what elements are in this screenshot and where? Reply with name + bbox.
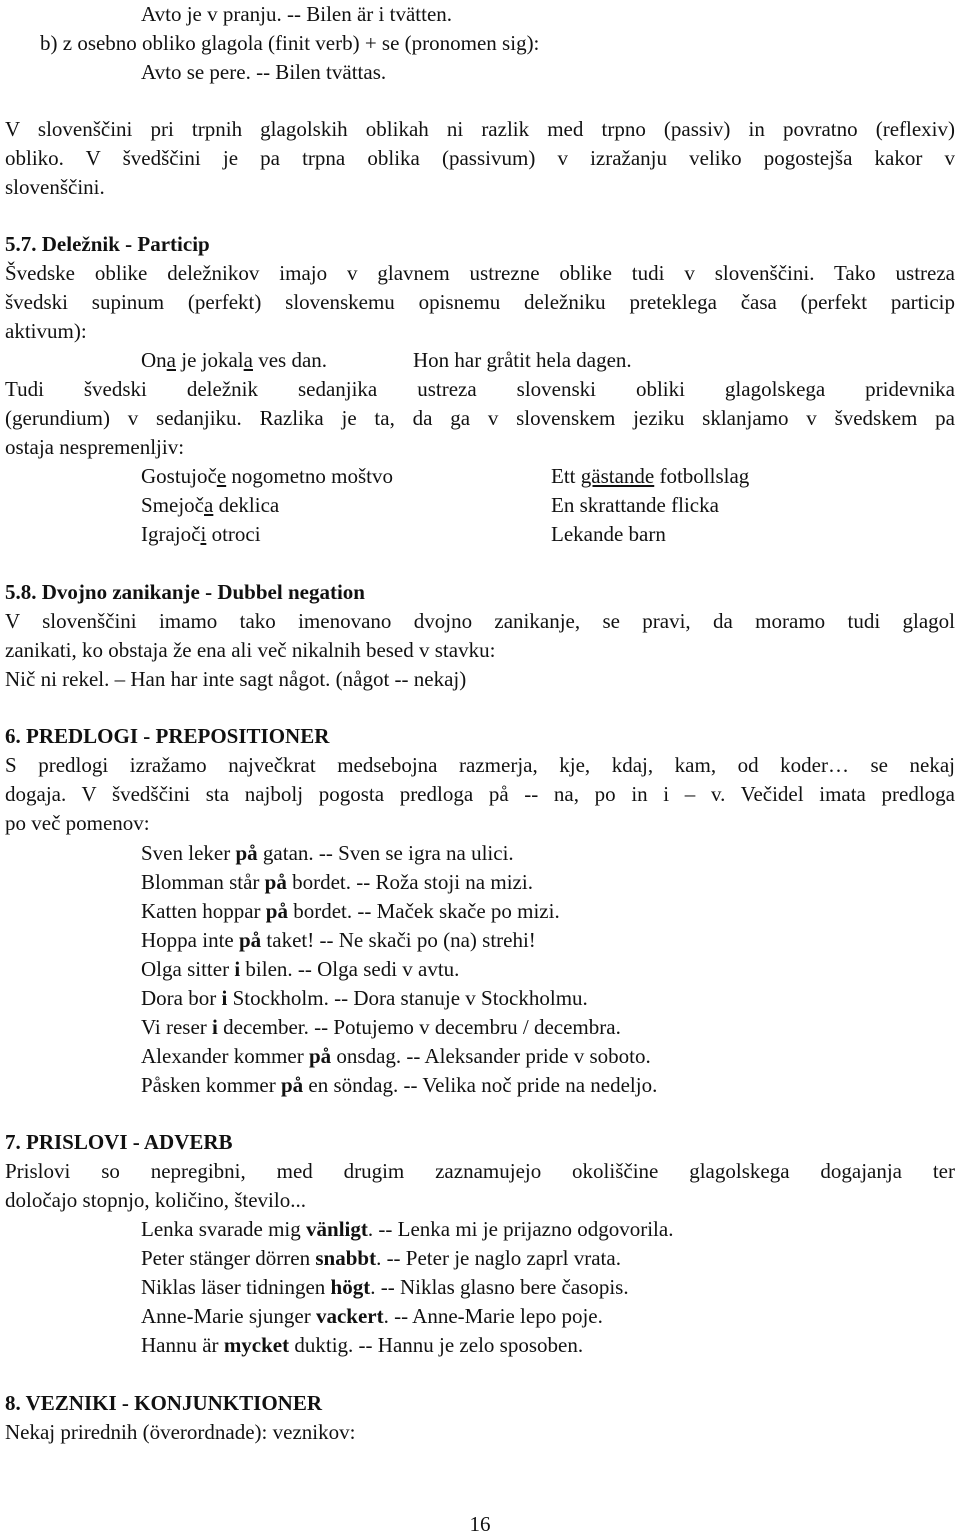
participle-slovene — [141, 522, 261, 546]
participle-slovene — [141, 493, 279, 517]
preposition-example — [141, 841, 514, 865]
example-swedish: Hon har gråtit hela dagen. — [413, 348, 632, 372]
paragraph-line: aktivum): — [5, 319, 87, 343]
text-fragment: december. -- Potujemo v decembru / decembra. — [217, 1015, 621, 1039]
text-fragment: Lenka svarade mig — [141, 1217, 307, 1241]
adverb-example — [141, 1275, 629, 1299]
text-fragment: Stockholm. -- Dora stanuje v Stockholmu. — [227, 986, 588, 1010]
preposition-example — [141, 928, 536, 952]
text-fragment: duktig. -- Hannu je zelo sposoben. — [289, 1333, 584, 1357]
bold-word: vänligt — [306, 1217, 368, 1241]
bold-word: i — [234, 957, 241, 981]
intro-line-3: Avto se pere. -- Bilen tvättas. — [141, 60, 387, 84]
text-fragment: taket! -- Ne skači po (na) strehi! — [261, 928, 536, 952]
text-fragment: Katten hoppar — [141, 899, 266, 923]
text-fragment: Vi reser — [141, 1015, 213, 1039]
paragraph-line: Nič ni rekel. – Han har inte sagt något. (något -- nekaj) — [5, 667, 467, 691]
paragraph-line: Tudi švedski deležnik sedanjika ustreza slovenski obliki glagolskega pridevnika — [5, 377, 955, 401]
participle-swedish — [551, 464, 749, 488]
text-fragment: Hannu är — [141, 1333, 224, 1357]
adverb-example — [141, 1333, 583, 1357]
paragraph-line: Prislovi so nepregibni, med drugim zaznamujejo okoliščine glagolskega dogajanja ter — [5, 1159, 955, 1183]
bold-word: på — [238, 928, 262, 952]
text-fragment: . -- Anne-Marie lepo poje. — [383, 1304, 603, 1328]
bold-word: på — [265, 899, 288, 923]
underlined-word: gästande — [580, 464, 655, 488]
text-fragment: Anne-Marie sjunger — [141, 1304, 316, 1328]
paragraph-line: obliko. V švedščini je pa trpna oblika (passivum) v izražanju veliko pogostejša kakor v — [5, 146, 955, 170]
bold-word: i — [221, 986, 228, 1010]
text-fragment: Igrajoč — [141, 522, 201, 546]
underlined-ending: a — [243, 348, 253, 372]
paragraph-line: dogaja. V švedščini sta najbolj pogosta predloga på -- na, po in i – v. Večidel imata predloga — [5, 782, 955, 806]
bold-word: på — [280, 1073, 304, 1097]
text-fragment: onsdag. -- Aleksander pride v soboto. — [331, 1044, 651, 1068]
text-fragment: je jokal — [176, 348, 244, 372]
adverb-example — [141, 1246, 621, 1270]
underlined-ending: a — [166, 348, 176, 372]
adverb-example — [141, 1217, 673, 1241]
section-heading-7: 7. PRISLOVI - ADVERB — [5, 1130, 233, 1154]
text-fragment: . -- Lenka mi je prijazno odgovorila. — [367, 1217, 674, 1241]
participle-slovene — [141, 464, 393, 488]
preposition-example — [141, 899, 560, 923]
paragraph-line: ostaja nespremenljiv: — [5, 435, 185, 459]
underlined-ending: i — [200, 522, 207, 546]
paragraph-line: Švedske oblike deležnikov imajo v glavnem ustrezne oblike tudi v slovenščini. Tako ustreza — [5, 261, 955, 285]
bold-word: vackert — [315, 1304, 384, 1328]
text-fragment: . -- Niklas glasno bere časopis. — [370, 1275, 629, 1299]
text-fragment: Peter stänger dörren — [141, 1246, 316, 1270]
text-fragment: Smejoč — [141, 493, 204, 517]
bold-word: snabbt — [315, 1246, 377, 1270]
paragraph-line: S predlogi izražamo največkrat medsebojna razmerja, kje, kdaj, kam, od koder… se nekaj — [5, 753, 955, 777]
text-fragment: . -- Peter je naglo zaprl vrata. — [376, 1246, 621, 1270]
paragraph-line: švedski supinum (perfekt) slovenskemu opisnemu deležniku preteklega časa (perfekt particip — [5, 290, 955, 314]
section-heading-8: 8. VEZNIKI - KONJUNKTIONER — [5, 1391, 322, 1415]
bold-word: på — [264, 870, 287, 894]
text-fragment: Hoppa inte — [141, 928, 239, 952]
text-fragment: ves dan. — [252, 348, 328, 372]
text-fragment: Gostujoč — [141, 464, 217, 488]
paragraph-line: V slovenščini pri trpnih glagolskih oblikah ni razlik med trpno (passiv) in povratno (reflexiv) — [5, 117, 955, 141]
text-fragment: Blomman står — [141, 870, 265, 894]
section-heading-6: 6. PREDLOGI - PREPOSITIONER — [5, 724, 330, 748]
text-fragment: bilen. -- Olga sedi v avtu. — [240, 957, 460, 981]
text-fragment: en söndag. -- Velika noč pride na nedeljo. — [303, 1073, 658, 1097]
preposition-example — [141, 986, 588, 1010]
preposition-example — [141, 1073, 657, 1097]
text-fragment: Dora bor — [141, 986, 222, 1010]
text-fragment: Alexander kommer — [141, 1044, 309, 1068]
bold-word: mycket — [223, 1333, 290, 1357]
paragraph-line: slovenščini. — [5, 175, 105, 199]
text-fragment: Olga sitter — [141, 957, 235, 981]
preposition-example — [141, 1044, 651, 1068]
bold-word: på — [235, 841, 258, 865]
bold-word: i — [212, 1015, 218, 1039]
paragraph-line: določajo stopnjo, količino, število... — [5, 1188, 306, 1212]
bold-word: högt — [330, 1275, 371, 1299]
section-heading-5-8: 5.8. Dvojno zanikanje - Dubbel negation — [5, 580, 365, 604]
text-fragment: otroci — [206, 522, 261, 546]
intro-line-2: b) z osebno obliko glagola (finit verb) + se (pronomen sig): — [40, 31, 540, 55]
intro-line-1: Avto je v pranju. -- Bilen är i tvätten. — [141, 2, 453, 26]
text-fragment: On — [141, 348, 167, 372]
text-fragment: gatan. -- Sven se igra na ulici. — [257, 841, 514, 865]
preposition-example — [141, 1015, 621, 1039]
participle-swedish: Lekande barn — [551, 522, 666, 546]
text-fragment: Sven leker — [141, 841, 236, 865]
bold-word: på — [308, 1044, 332, 1068]
underlined-ending: e — [216, 464, 227, 488]
text-fragment: Niklas läser tidningen — [141, 1275, 331, 1299]
participle-swedish: En skrattande flicka — [551, 493, 719, 517]
paragraph-line: V slovenščini imamo tako imenovano dvojno zanikanje, se pravi, da moramo tudi glagol — [5, 609, 955, 633]
paragraph-line: Nekaj prirednih (överordnade): veznikov: — [5, 1420, 356, 1444]
page-number: 16 — [469, 1512, 491, 1536]
underlined-ending: a — [204, 493, 214, 517]
text-fragment: Ett — [551, 464, 581, 488]
text-fragment: fotbollslag — [654, 464, 750, 488]
text-fragment: Påsken kommer — [141, 1073, 281, 1097]
text-fragment: nogometno moštvo — [226, 464, 393, 488]
paragraph-line: po več pomenov: — [5, 811, 150, 835]
text-fragment: bordet. -- Maček skače po mizi. — [287, 899, 560, 923]
adverb-example — [141, 1304, 603, 1328]
text-fragment: bordet. -- Roža stoji na mizi. — [286, 870, 533, 894]
paragraph-line: (gerundium) v sedanjiku. Razlika je ta, da ga v slovenskem jeziku sklanjamo v švedskem pa — [5, 406, 955, 430]
preposition-example — [141, 870, 533, 894]
section-heading-5-7: 5.7. Deležnik - Particip — [5, 232, 210, 256]
preposition-example — [141, 957, 459, 981]
text-fragment: deklica — [213, 493, 280, 517]
paragraph-line: zanikati, ko obstaja že ena ali več nikalnih besed v stavku: — [5, 638, 496, 662]
example-slovene — [141, 348, 327, 372]
